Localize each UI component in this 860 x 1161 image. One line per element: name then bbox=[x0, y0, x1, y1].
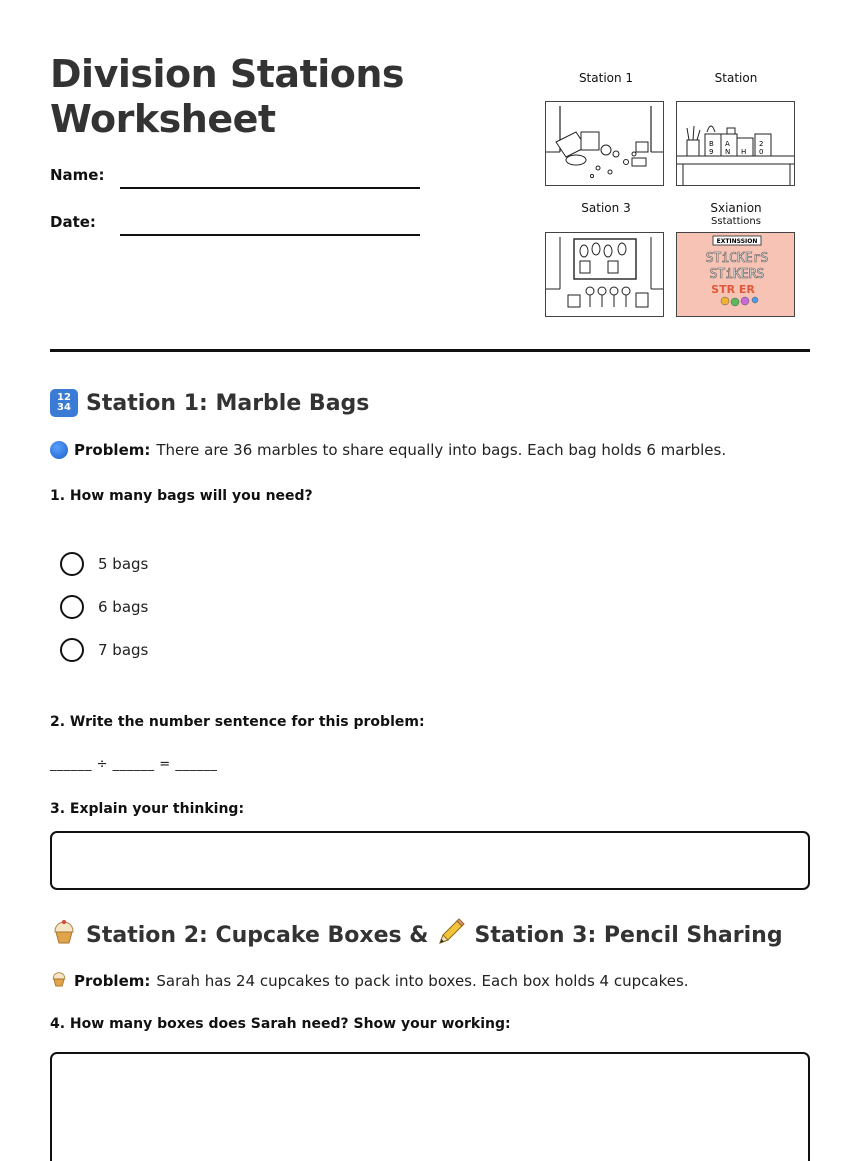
station1-heading bbox=[50, 389, 369, 417]
problem-label: Problem: bbox=[74, 972, 151, 990]
date-field[interactable] bbox=[120, 234, 420, 236]
cupcake-icon bbox=[50, 970, 68, 992]
problem-text: Sarah has 24 cupcakes to pack into boxes. Each box holds 4 cupcakes. bbox=[156, 972, 689, 990]
sticker-word-3: STR ER bbox=[711, 283, 755, 296]
option-label: 6 bags bbox=[98, 598, 149, 616]
thumb-caption-2: Station bbox=[714, 71, 758, 85]
problem-label: Problem: bbox=[74, 441, 151, 459]
page-title bbox=[50, 52, 404, 142]
station1-heading-text: Station 1: Marble Bags bbox=[86, 390, 370, 416]
svg-text:B: B bbox=[709, 140, 714, 148]
title-line-1: Division Stations bbox=[50, 52, 405, 96]
pencil-icon bbox=[436, 917, 466, 953]
radio-button[interactable] bbox=[60, 638, 84, 662]
name-label: Name: bbox=[50, 166, 105, 184]
header-divider bbox=[50, 349, 810, 352]
name-field[interactable] bbox=[120, 187, 420, 189]
question-4: 4. How many boxes does Sarah need? Show your working: bbox=[50, 1016, 511, 1032]
stickers-illustration bbox=[676, 232, 795, 317]
pencil-cups-illustration bbox=[676, 101, 795, 186]
numbers-emoji-icon: 12 34 bbox=[50, 389, 78, 417]
svg-text:N: N bbox=[725, 148, 731, 156]
explain-thinking-field[interactable] bbox=[50, 831, 810, 890]
working-field[interactable] bbox=[50, 1052, 810, 1161]
svg-text:2: 2 bbox=[759, 140, 764, 148]
option-5-bags[interactable] bbox=[60, 552, 148, 576]
pencil-board-illustration bbox=[545, 232, 664, 317]
station3-heading-text: Station 3: Pencil Sharing bbox=[474, 922, 783, 948]
option-7-bags[interactable] bbox=[60, 638, 148, 662]
title-line-2: Worksheet bbox=[50, 97, 276, 141]
svg-text:A: A bbox=[725, 140, 730, 148]
marbles-illustration bbox=[545, 101, 664, 186]
option-label: 5 bags bbox=[98, 555, 149, 573]
thumb-caption-4: Sxianion bbox=[710, 201, 762, 215]
station2-problem bbox=[50, 970, 689, 992]
question-2: 2. Write the number sentence for this problem: bbox=[50, 714, 425, 730]
station2-heading bbox=[50, 917, 783, 953]
number-sentence-blanks[interactable]: ______ ÷ ______ = ______ bbox=[50, 757, 218, 772]
question-3: 3. Explain your thinking: bbox=[50, 801, 245, 817]
thumb-subcaption-4: Sstattions bbox=[711, 216, 761, 227]
option-6-bags[interactable] bbox=[60, 595, 148, 619]
sticker-banner: EXTINSSION bbox=[716, 238, 758, 245]
station1-problem bbox=[50, 441, 726, 459]
sticker-word-1: STiCKErS bbox=[705, 251, 769, 266]
thumb-caption-3: Sation 3 bbox=[581, 201, 631, 215]
question-1: 1. How many bags will you need? bbox=[50, 488, 313, 504]
date-label: Date: bbox=[50, 213, 96, 231]
radio-button[interactable] bbox=[60, 552, 84, 576]
station2-heading-text: Station 2: Cupcake Boxes & bbox=[86, 922, 429, 948]
svg-text:H: H bbox=[741, 148, 747, 156]
radio-button[interactable] bbox=[60, 595, 84, 619]
cupcake-icon bbox=[50, 918, 78, 952]
svg-text:9: 9 bbox=[709, 148, 714, 156]
thumb-caption-1: Station 1 bbox=[578, 71, 634, 85]
problem-text: There are 36 marbles to share equally into bags. Each bag holds 6 marbles. bbox=[156, 441, 727, 459]
option-label: 7 bags bbox=[98, 641, 149, 659]
sticker-word-2: STiKERS bbox=[709, 267, 765, 282]
blue-circle-icon bbox=[50, 441, 68, 459]
svg-text:0: 0 bbox=[759, 148, 764, 156]
